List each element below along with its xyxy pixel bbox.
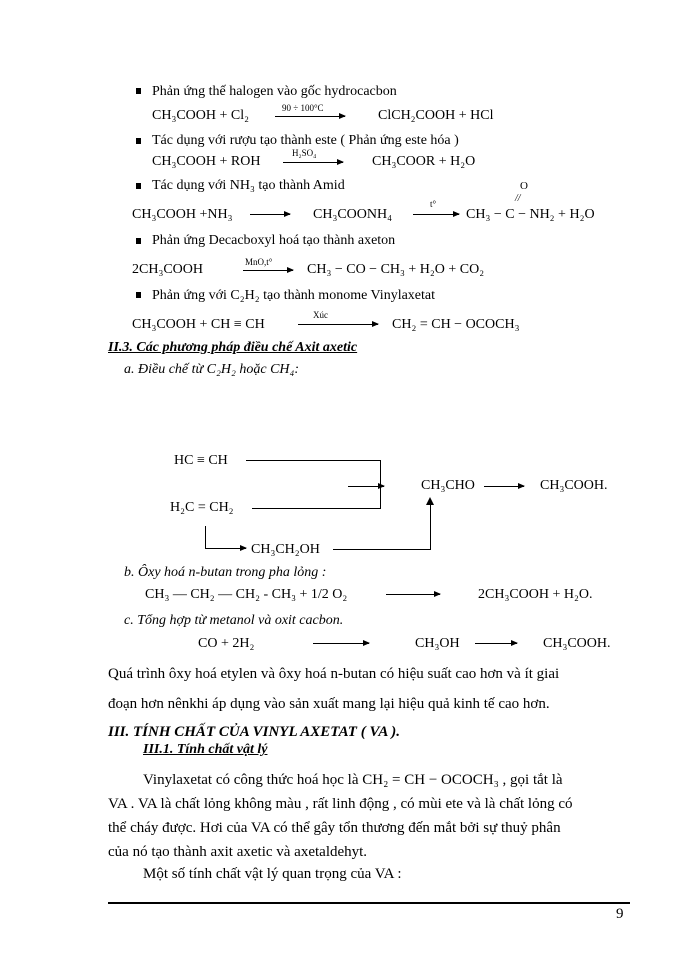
r2-arrow bbox=[283, 162, 343, 163]
section-iii-heading: III. TÍNH CHẤT CỦA VINYL AXETAT ( VA ). bbox=[108, 724, 401, 740]
r3-oxygen: O bbox=[520, 180, 528, 192]
diagram-up-arrowhead bbox=[426, 497, 434, 505]
section-iii1-heading: III.1. Tính chất vật lý bbox=[143, 742, 268, 757]
r4-condition: MnO,t° bbox=[245, 257, 273, 267]
diagram-ethanol-line bbox=[333, 549, 430, 550]
method-c-left: CO + 2H₂ bbox=[198, 636, 255, 651]
r5-right: CH₂ = CH − OCOCH₃ bbox=[392, 317, 520, 332]
r3-mid: CH₃COONH₄ bbox=[313, 207, 392, 222]
r5-condition: Xúc bbox=[313, 310, 328, 320]
method-b-left: CH₃ — CH₂ — CH₂ - CH₃ + 1/2 O₂ bbox=[145, 587, 348, 602]
method-c-mid: CH₃OH bbox=[415, 636, 460, 651]
r1-right: ClCH₂COOH + HCl bbox=[378, 108, 494, 123]
va-paragraph-line-3: thể cháy được. Hơi của VA có thể gây tổn thương đến mắt bởi sự thuỷ phân bbox=[108, 820, 561, 836]
method-b: b. Ôxy hoá n-butan trong pha lỏng : bbox=[124, 565, 327, 580]
r2-left: CH₃COOH + ROH bbox=[152, 154, 261, 169]
r2-title: Tác dụng với rượu tạo thành este ( Phản ứng este hóa ) bbox=[152, 133, 459, 148]
r5-title: Phản ứng với C₂H₂ tạo thành monome Vinylaxetat bbox=[152, 288, 436, 303]
r3-right: CH₃ − C − NH₂ + H₂O bbox=[466, 207, 595, 222]
va-paragraph-line-1: Vinylaxetat có công thức hoá học là CH₂ = CH − OCOCH₃ , gọi tắt là bbox=[143, 772, 563, 788]
r3-title: Tác dụng với NH₃ tạo thành Amid bbox=[152, 178, 345, 193]
r3-double-bond: // bbox=[515, 193, 521, 204]
conclusion-line-1: Quá trình ôxy hoá etylen và ôxy hoá n-butan có hiệu suất cao hơn và ít giai bbox=[108, 666, 560, 682]
bullet-r1 bbox=[136, 88, 141, 94]
r1-arrow bbox=[275, 116, 345, 117]
r1-title: Phản ứng thế halogen vào gốc hydrocacbon bbox=[152, 84, 397, 99]
r3-arrow-2 bbox=[413, 214, 459, 215]
footer-rule bbox=[108, 902, 630, 904]
r4-arrow bbox=[243, 270, 293, 271]
va-paragraph-line-5: Một số tính chất vật lý quan trọng của VA : bbox=[143, 866, 402, 882]
method-b-right: 2CH₃COOH + H₂O. bbox=[478, 587, 593, 602]
r1-left: CH₃COOH + Cl₂ bbox=[152, 108, 250, 123]
bullet-r4 bbox=[136, 238, 141, 244]
bullet-r2 bbox=[136, 138, 141, 144]
conclusion-line-2: đoạn hơn nênkhi áp dụng vào sản xuất mang lại hiệu quả kinh tế cao hơn. bbox=[108, 696, 550, 712]
method-b-arrow bbox=[386, 594, 440, 595]
diagram-line-bottom bbox=[252, 508, 381, 509]
diagram-ethylene: H₂C = CH₂ bbox=[170, 500, 234, 515]
diagram-ethanol-up bbox=[430, 503, 431, 550]
r2-condition: H₂SO₄ bbox=[292, 148, 317, 158]
method-c-right: CH₃COOH. bbox=[543, 636, 611, 651]
method-a: a. Điều chế từ C₂H₂ hoặc CH₄: bbox=[124, 362, 300, 377]
section-ii3-heading: II.3. Các phương pháp điều chế Axit axetic bbox=[108, 340, 358, 355]
diagram-arrow-to-aldehyde bbox=[348, 486, 384, 487]
diagram-ethylene-drop bbox=[205, 526, 206, 549]
diagram-acetaldehyde: CH₃CHO bbox=[421, 478, 475, 493]
diagram-ethanol: CH₃CH₂OH bbox=[251, 542, 320, 557]
bullet-r5 bbox=[136, 292, 141, 298]
method-c-arrow-2 bbox=[475, 643, 517, 644]
r2-right: CH₃COOR + H₂O bbox=[372, 154, 476, 169]
diagram-arrow-to-ethanol bbox=[205, 548, 246, 549]
diagram-line-top bbox=[246, 460, 380, 461]
r4-left: 2CH₃COOH bbox=[132, 262, 203, 277]
diagram-acetylene: HC ≡ CH bbox=[174, 453, 228, 468]
va-paragraph-line-2: VA . VA là chất lỏng không màu , rất linh động , có mùi ete và là chất lỏng có bbox=[108, 796, 573, 812]
r3-condition: t° bbox=[430, 199, 437, 209]
r3-arrow-1 bbox=[250, 214, 290, 215]
diagram-arrow-to-acid bbox=[484, 486, 524, 487]
r5-arrow bbox=[298, 324, 378, 325]
r1-condition: 90 ÷ 100°C bbox=[282, 103, 324, 113]
r4-title: Phản ứng Decacboxyl hoá tạo thành axeton bbox=[152, 233, 396, 248]
page-number: 9 bbox=[616, 906, 624, 922]
r4-right: CH₃ − CO − CH₃ + H₂O + CO₂ bbox=[307, 262, 485, 277]
method-c: c. Tổng hợp từ metanol và oxit cacbon. bbox=[124, 613, 344, 628]
bullet-r3 bbox=[136, 183, 141, 189]
r5-left: CH₃COOH + CH ≡ CH bbox=[132, 317, 265, 332]
va-paragraph-line-4: của nó tạo thành axit axetic và axetaldehyt. bbox=[108, 844, 368, 860]
diagram-acetic-acid: CH₃COOH. bbox=[540, 478, 608, 493]
method-c-arrow-1 bbox=[313, 643, 369, 644]
r3-left: CH₃COOH +NH₃ bbox=[132, 207, 233, 222]
